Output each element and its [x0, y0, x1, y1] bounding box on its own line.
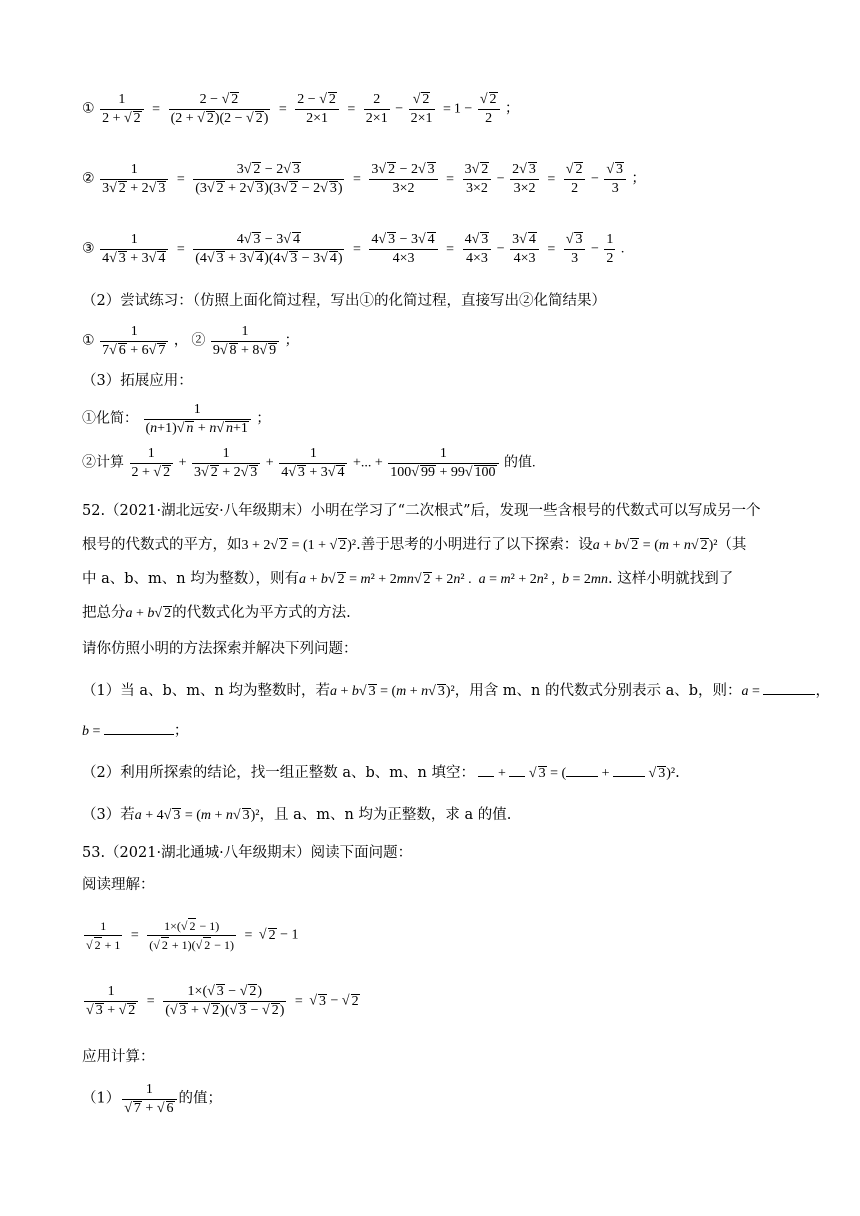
- part2-heading: （2）尝试练习：（仿照上面化简过程，写出①的化简过程，直接写出②化简结果）: [82, 293, 606, 309]
- part3-item1: ①化简： $\frac{1}{(n+1)√ n + n√ n+1}$ ；: [82, 402, 271, 436]
- q53-apply: 应用计算：: [82, 1049, 155, 1065]
- q52-prompt: 请你仿照小明的方法探索并解决下列问题：: [82, 641, 358, 657]
- q53-example-1: $\frac{1}{√ 2 + 1}$ = $\frac{1\times(√ 2 - 1)}{(√ 2 + 1)(√ 2 - 1)}$ = √ 2 − 1: [86, 919, 299, 952]
- q52-part1: （1）当 a、b、m、n 均为整数时，若a + b√ 3 = (m + n√ 3)²，用含 m、n 的代数式分别表示 a、b，则：a = ，: [82, 683, 830, 699]
- blank-b[interactable]: [509, 776, 525, 777]
- marker: ①: [82, 101, 95, 117]
- q52-part1-b: b = ；: [82, 723, 189, 739]
- part3-heading: （3）拓展应用：: [82, 373, 193, 389]
- q53-reading: 阅读理解：: [82, 877, 155, 893]
- answer-blank-b[interactable]: [104, 734, 174, 735]
- example-2: ② $\frac{1}{3√ 2 + 2√ 3}$ = $\frac{3√ 2 - 2√ 3}{(3√ 2 + 2√ 3)(3√ 2 - 2√ 3)}$ = $\frac{3√ 2 - 2√ 3}{3\times 2}$ = $\frac{3√ 2}{3\times 2}$ − $\frac{2√ 3}{3\times 2}$ = $\frac{√ 2}{2}$ − $\frac{√ 3}{3}$ ；: [82, 162, 646, 196]
- example-3: ③ $\frac{1}{4√ 3 + 3√ 4}$ = $\frac{4√ 3 - 3√ 4}{(4√ 3 + 3√ 4)(4√ 3 - 3√ 4)}$ = $\frac{4√ 3 - 3√ 4}{4\times 3}$ = $\frac{4√ 3}{4\times 3}$ − $\frac{3√ 4}{4\times 3}$ = $\frac{√ 3}{3}$ − $\frac{1}{2}$ .: [82, 232, 625, 266]
- part2-items: ① $\frac{1}{7√ 6 + 6√ 7}$ ， ② $\frac{1}{9√ 8 + 8√ 9}$ ；: [82, 324, 299, 358]
- blank-n[interactable]: [613, 776, 645, 777]
- blank-a[interactable]: [478, 776, 494, 777]
- q53-intro: 53.（2021·湖北通城·八年级期末）阅读下面问题：: [82, 845, 413, 861]
- q52-line1: 根号的代数式的平方，如3 + 2√ 2 = (1 + √ 2)².善于思考的小明进行了以下探索：设a + b√ 2 = (m + n√ 2)²（其: [82, 537, 747, 553]
- blank-m[interactable]: [566, 776, 598, 777]
- q52-part3: （3）若a + 4√ 3 = (m + n√ 3)²，且 a、m、n 均为正整数，求 a 的值.: [82, 807, 512, 823]
- example-1: ① $\frac{1}{2 + √ 2}$ = $\frac{2 - √ 2}{(2 + √ 2)(2 - √ 2)}$ = $\frac{2 - √ 2}{2\times 1}$ = $\frac{2}{2\times 1}$ − $\frac{√ 2}{2\times 1}$ = 1 − $\frac{√ 2}{2}$ ；: [82, 92, 520, 126]
- part3-item2: ②计算 $\frac{1}{2 + √ 2}$ + $\frac{1}{3√ 2 + 2√ 3}$ + $\frac{1}{4√ 3 + 3√ 4}$ +... + $\frac{1}{100√ 99 + 99√ 100}$ 的值.: [82, 446, 536, 480]
- q53-part1: （1） $\frac{1}{√ 7 + √ 6}$ 的值；: [82, 1082, 223, 1116]
- answer-blank-a[interactable]: [763, 694, 815, 695]
- q52-line3: 把总分a + b√ 2的代数式化为平方式的方法.: [82, 605, 351, 621]
- q52-intro: 52.（2021·湖北远安·八年级期末）小明在学习了“二次根式”后，发现一些含根号的代数式可以写成另一个: [82, 503, 761, 519]
- q53-example-2: $\frac{1}{√ 3 + √ 2}$ = $\frac{1\times(√ 3 - √ 2)}{(√ 3 + √ 2)(√ 3 - √ 2)}$ = √ 3 − √ 2: [86, 984, 359, 1018]
- q52-line2: 中 a、b、m、n 均为整数），则有a + b√ 2 = m² + 2mn√ 2 + 2n² . a = m² + 2n² , b = 2mn. 这样小明就找到了: [82, 571, 734, 587]
- q52-part2: （2）利用所探索的结论，找一组正整数 a、b、m、n 填空： + √ 3 = ( + √ 3)².: [82, 765, 680, 781]
